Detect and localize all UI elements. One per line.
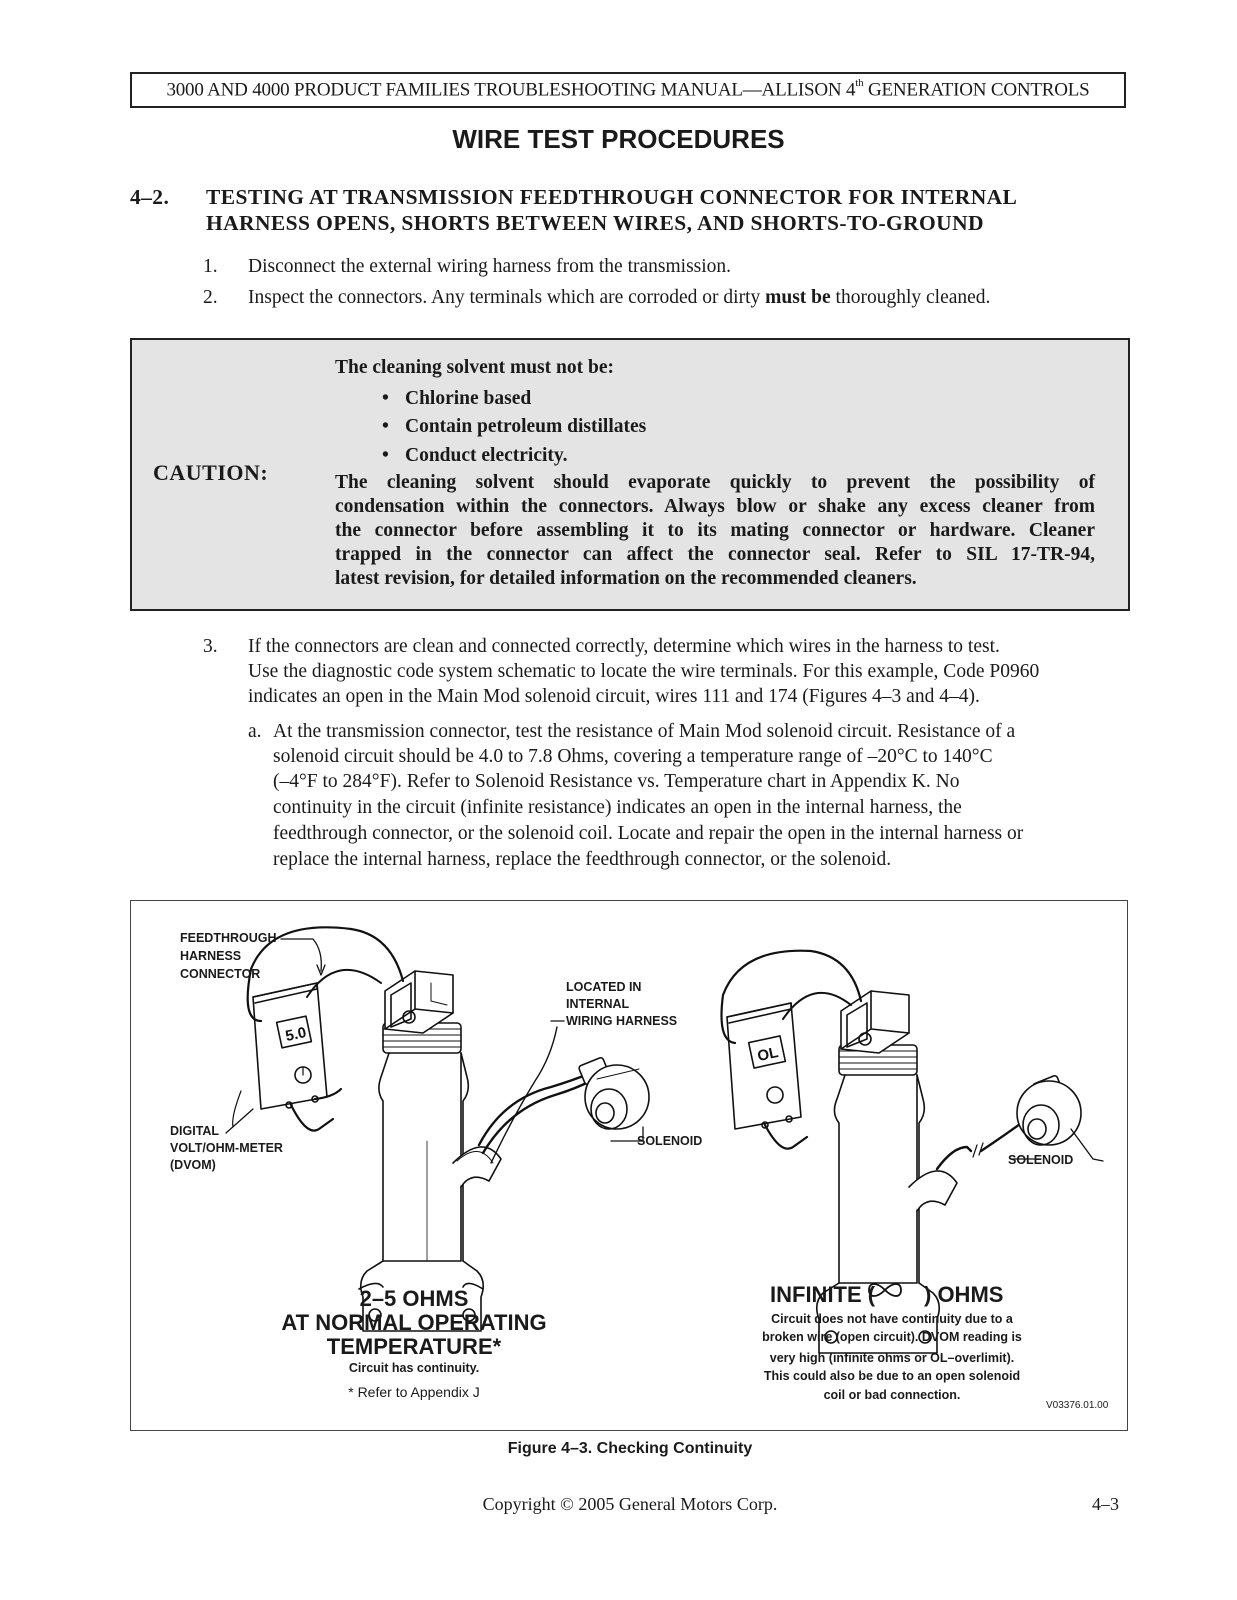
right-result-sub-4: This could also be due to an open solenoid xyxy=(763,1369,1021,1383)
caution-body-line-3: the connector before assembling it to its mating connector or hardware. Cleaner xyxy=(335,520,1095,541)
located-label-line-1: LOCATED IN xyxy=(566,980,642,994)
step-2-text: Inspect the connectors. Any terminals which are corroded or dirty must be thoroughly cleaned. xyxy=(248,287,991,308)
dvom-label-line-2: VOLT/OHM-METER xyxy=(170,1141,283,1155)
caution-intro: The cleaning solvent must not be: xyxy=(335,357,614,378)
left-meter-readout: 5.0 xyxy=(283,1024,308,1045)
caution-body-line-1: The cleaning solvent should evaporate quickly to prevent the possibility of xyxy=(335,472,1095,493)
bullet-marker: • xyxy=(382,445,389,466)
page-title: WIRE TEST PROCEDURES xyxy=(452,124,785,154)
right-result-after: ) OHMS xyxy=(924,1282,1004,1307)
copyright-footer: Copyright © 2005 General Motors Corp. xyxy=(482,1494,778,1514)
section-title-line-2: HARNESS OPENS, SHORTS BETWEEN WIRES, AND SHORTS-TO-GROUND xyxy=(206,211,984,235)
caution-bullet-2: Contain petroleum distillates xyxy=(405,416,647,437)
header-text: 3000 AND 4000 PRODUCT FAMILIES TROUBLESHOOTING MANUAL—ALLISON 4th GENERATION CONTROLS xyxy=(166,76,1090,101)
section-title-line-1: TESTING AT TRANSMISSION FEEDTHROUGH CONNECTOR FOR INTERNAL xyxy=(206,185,1018,209)
step-3-line-3: indicates an open in the Main Mod solenoid circuit, wires 111 and 174 (Figures 4–3 and 4–4). xyxy=(248,686,980,707)
right-solenoid xyxy=(1017,1075,1081,1145)
right-result-sub-3: very high (infinite ohms or OL–overlimit). xyxy=(769,1351,1015,1365)
right-result-sub-2: broken wire (open circuit). DVOM reading is xyxy=(762,1330,1022,1344)
feedthrough-label-line-1: FEEDTHROUGH xyxy=(180,931,277,945)
dvom-label-line-1: DIGITAL xyxy=(170,1124,220,1138)
left-result-sub: Circuit has continuity. xyxy=(348,1361,480,1375)
figure-reference-code: V03376.01.00 xyxy=(1046,1400,1109,1411)
step-2-number: 2. xyxy=(203,287,218,308)
substep-a-letter: a. xyxy=(248,721,262,742)
caution-body-line-4: trapped in the connector can affect the connector seal. Refer to SIL 17-TR-94, xyxy=(335,544,1095,565)
substep-a-line-6: replace the internal harness, replace the feedthrough connector, or the solenoid. xyxy=(273,849,892,870)
solenoid-label-right: SOLENOID xyxy=(1008,1153,1074,1167)
appendix-note: * Refer to Appendix J xyxy=(348,1384,480,1400)
solenoid-label-left: SOLENOID xyxy=(637,1134,703,1148)
step-3-line-1: If the connectors are clean and connected correctly, determine which wires in the harness to test. xyxy=(248,636,1000,657)
caution-label: CAUTION: xyxy=(153,460,269,485)
feedthrough-label-line-2: HARNESS xyxy=(180,949,242,963)
caution-bullet-1: Chlorine based xyxy=(405,388,532,409)
right-result-before: INFINITE ( xyxy=(770,1282,876,1307)
caution-body-line-5: latest revision, for detailed information on the recommended cleaners. xyxy=(335,568,917,589)
feedthrough-label-line-3: CONNECTOR xyxy=(180,967,261,981)
left-dvom-meter xyxy=(253,983,327,1109)
bullet-marker: • xyxy=(382,416,389,437)
step-1-number: 1. xyxy=(203,256,218,277)
left-result-line-2: AT NORMAL OPERATING xyxy=(281,1310,547,1335)
substep-a-line-3: (–4°F to 284°F). Refer to Solenoid Resistance vs. Temperature chart in Appendix K. No xyxy=(273,771,960,792)
right-result-sub-5: coil or bad connection. xyxy=(823,1388,961,1402)
bullet-marker: • xyxy=(382,388,389,409)
right-dvom-meter xyxy=(727,1003,801,1129)
page-number: 4–3 xyxy=(1092,1494,1119,1514)
substep-a-line-1: At the transmission connector, test the resistance of Main Mod solenoid circuit. Resistance of a xyxy=(273,721,1016,742)
right-connector-head xyxy=(841,991,909,1053)
located-label-line-3: WIRING HARNESS xyxy=(566,1014,678,1028)
internal-harness-pointer xyxy=(491,1027,557,1163)
left-solenoid xyxy=(578,1057,649,1129)
section-number: 4–2. xyxy=(130,185,170,209)
step-1-text: Disconnect the external wiring harness from the transmission. xyxy=(248,256,732,277)
dvom-label-line-3: (DVOM) xyxy=(170,1158,216,1172)
figure-caption: Figure 4–3. Checking Continuity xyxy=(507,1440,753,1457)
caution-body-line-2: condensation within the connectors. Always blow or shake any excess cleaner from xyxy=(335,496,1095,517)
substep-a-line-5: feedthrough connector, or the solenoid coil. Locate and repair the open in the internal harness or xyxy=(273,823,1024,844)
left-result-line-3: TEMPERATURE* xyxy=(326,1334,502,1359)
right-meter-readout: OL xyxy=(755,1044,780,1065)
located-label-line-2: INTERNAL xyxy=(566,997,630,1011)
substep-a-line-2: solenoid circuit should be 4.0 to 7.8 Ohms, covering a temperature range of –20°C to 140°C xyxy=(273,746,993,767)
step-3-line-2: Use the diagnostic code system schematic to locate the wire terminals. For this example, Code P0960 xyxy=(248,661,1040,682)
substep-a-line-4: continuity in the circuit (infinite resistance) indicates an open in the internal harness, the xyxy=(273,797,962,818)
running-header xyxy=(130,72,1126,108)
step-3-number: 3. xyxy=(203,636,218,657)
left-result-line-1: 2–5 OHMS xyxy=(359,1286,469,1311)
caution-bullet-3: Conduct electricity. xyxy=(405,445,568,466)
right-result-sub-1: Circuit does not have continuity due to a xyxy=(771,1312,1013,1326)
